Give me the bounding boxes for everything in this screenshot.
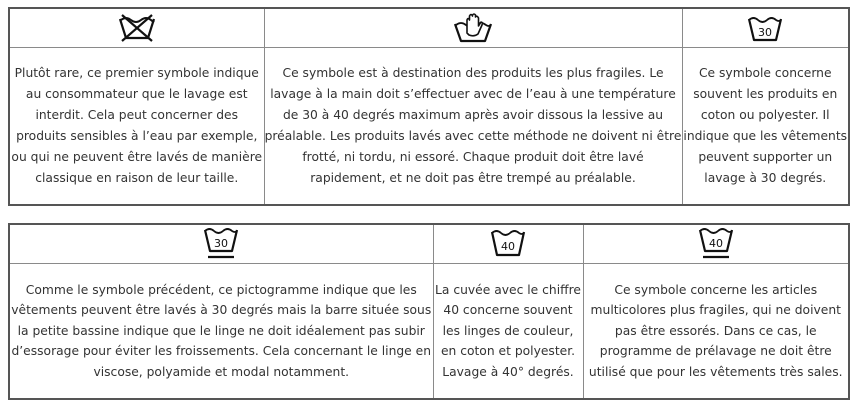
wash-temperature-label: 30 [758, 26, 773, 39]
wash-30-gentle-icon [202, 226, 240, 262]
wash-40-icon [489, 226, 527, 262]
care-symbols-table-bottom [8, 223, 850, 400]
hand-wash-cell [264, 8, 682, 48]
wash-temperature-label: 30 [214, 237, 229, 250]
wash-40-gentle-description: Ce symbole concerne les articles multicolores plus fragiles, qui ne doivent pas être essorés. Dans ce cas, le programme de prélavage ne doit être utilisé que pour les vêtements très sales. [583, 264, 849, 400]
care-symbols-table-top [8, 7, 850, 206]
hand-wash-icon [452, 12, 494, 44]
wash-40-gentle-cell [583, 224, 849, 264]
wash-temperature-label: 40 [708, 237, 723, 250]
wash-30-gentle-description: Comme le symbole précédent, ce pictogramme indique que les vêtements peuvent être lavés à 30 degrés mais la barre située sous la petite bassine indique que le linge ne doit idéalement pas subir d’essorage pour éviter les froissements. Cela concernant le linge en viscose, polyamide et modal notamment. [9, 264, 433, 400]
wash-40-gentle-icon [697, 226, 735, 262]
wash-40-cell [433, 224, 583, 264]
wash-30-icon [746, 13, 784, 43]
wash-temperature-label: 40 [501, 240, 515, 253]
do-not-wash-cell [9, 8, 264, 48]
hand-wash-description: Ce symbole est à destination des produits les plus fragiles. Le lavage à la main doit s’effectuer avec de l’eau à une température de 30 à 40 degrés maximum après avoir dissous la lessive au préalable. Les produits lavés avec cette méthode ne doivent ni être frotté, ni tordu, ni essoré. Chaque produit doit être lavé rapidement, et ne doit pas être trempé au préalable. [264, 48, 682, 206]
wash-40-description: La cuvée avec le chiffre 40 concerne souvent les linges de couleur, en coton et polyester. Lavage à 40° degrés. [433, 264, 583, 400]
do-not-wash-icon [117, 13, 157, 43]
wash-30-description: Ce symbole concerne souvent les produits en coton ou polyester. Il indique que les vêtements peuvent supporter un lavage à 30 degrés. [682, 48, 849, 206]
do-not-wash-description: Plutôt rare, ce premier symbole indique au consommateur que le lavage est interdit. Cela peut concerner des produits sensibles à l’eau par exemple, ou qui ne peuvent être lavés de manière classique en raison de leur taille. [9, 48, 264, 206]
wash-30-gentle-cell [9, 224, 433, 264]
wash-30-cell [682, 8, 849, 48]
